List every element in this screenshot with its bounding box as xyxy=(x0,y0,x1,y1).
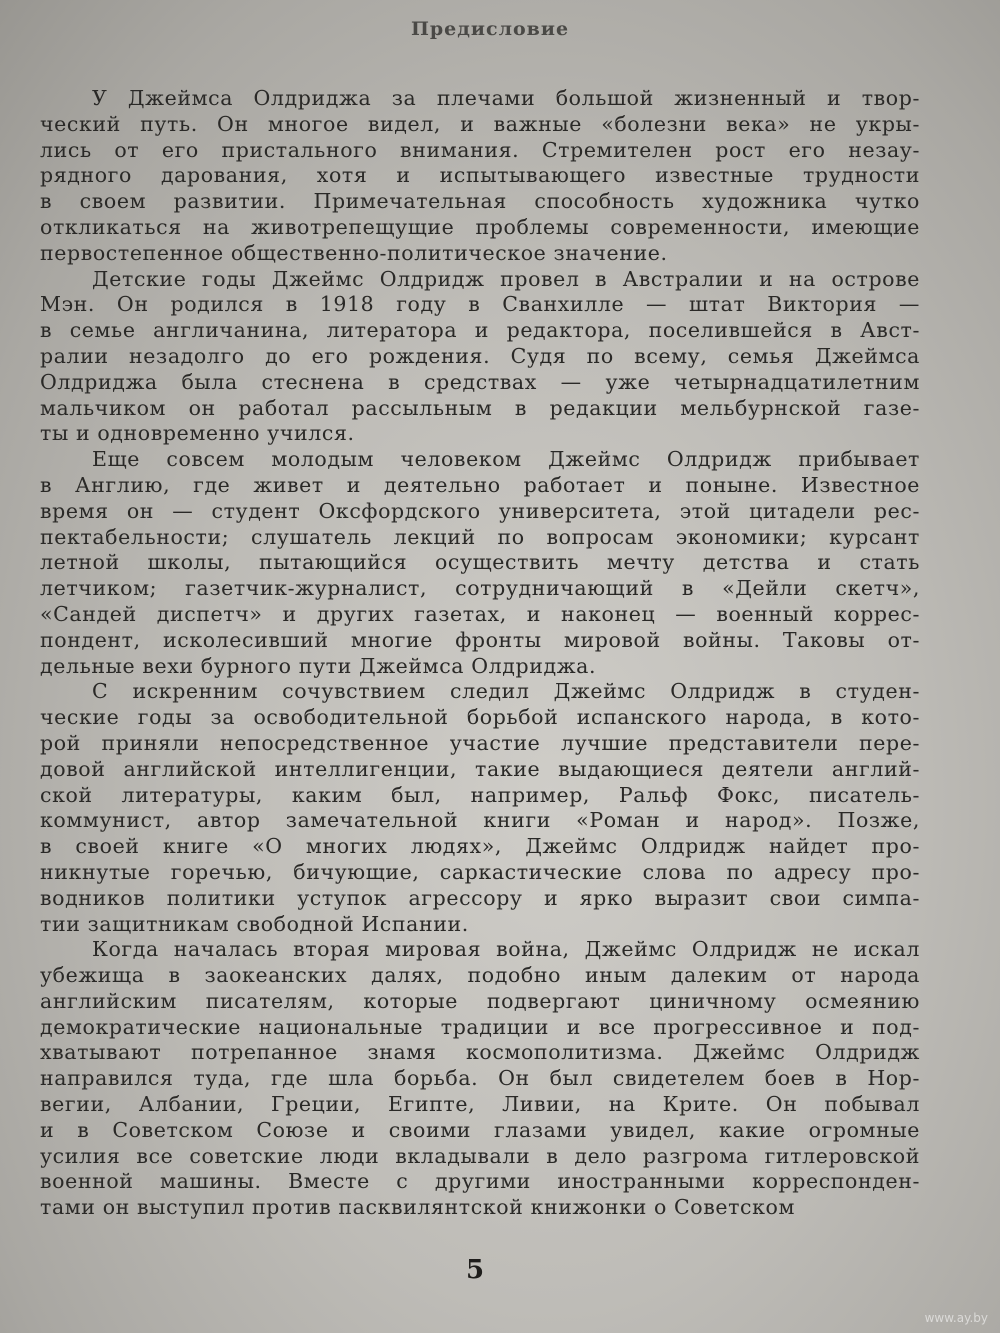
text-line: ралии незадолго до его рождения. Судя по всему, семья Джеймса xyxy=(40,343,920,368)
text-line: Мэн. Он родился в 1918 году в Сванхилле — штат Виктория — xyxy=(40,292,920,317)
paragraph xyxy=(40,447,920,679)
text-line: убежища в заокеанских далях, подобно иным далеким от народа xyxy=(40,963,920,988)
text-line: лись от его пристального внимания. Стремителен рост его незау- xyxy=(40,137,920,162)
paragraph xyxy=(40,679,920,937)
text-line: никнутые горечью, бичующие, саркастические слова по адресу про- xyxy=(40,859,920,884)
text-line: летчиком; газетчик-журналист, сотрудничающий в «Дейли скетч», xyxy=(40,576,920,601)
text-line: откликаться на животрепещущие проблемы современности, имеющие xyxy=(40,214,920,239)
page-heading: Предисловие xyxy=(410,18,570,40)
site-watermark: www.ay.by xyxy=(924,1311,988,1325)
paragraph xyxy=(40,86,920,267)
text-line: в своей книге «О многих людях», Джеймс Олдридж найдет про- xyxy=(40,834,920,859)
text-line: Когда началась вторая мировая война, Джеймс Олдридж не искал xyxy=(92,937,920,962)
text-line: тами он выступил против пасквилянтской книжонки о Советском xyxy=(40,1195,796,1220)
text-line: довой английской интеллигенции, такие выдающиеся деятели англий- xyxy=(40,756,920,781)
text-line: мальчиком он работал рассыльным в редакции мельбурнской газе- xyxy=(40,395,920,420)
text-line: пондент, исколесивший многие фронты мировой войны. Таковы от- xyxy=(40,627,920,652)
text-line: тии защитникам свободной Испании. xyxy=(40,911,469,936)
text-line: ческие годы за освободительной борьбой испанского народа, в кото- xyxy=(40,705,920,730)
text-line: демократические национальные традиции и все прогрессивное и под- xyxy=(40,1014,920,1039)
text-line: и в Советском Союзе и своими глазами увидел, какие огромные xyxy=(40,1117,920,1142)
text-line: время он — студент Оксфордского университета, этой цитадели рес- xyxy=(40,498,920,523)
text-line: в своем развитии. Примечательная способность художника чутко xyxy=(40,189,920,214)
body-text xyxy=(40,86,920,1221)
text-line: водников политики уступок агрессору и ярко выразит свои симпа- xyxy=(40,885,920,910)
text-line: усилия все советские люди вкладывали в дело разгрома гитлеровской xyxy=(40,1143,920,1168)
text-line: ческий путь. Он многое видел, и важные «болезни века» не укры- xyxy=(40,111,920,136)
text-line: летной школы, пытающийся осуществить мечту детства и стать xyxy=(40,550,920,575)
text-line: коммунист, автор замечательной книги «Роман и народ». Позже, xyxy=(40,808,920,833)
text-line: Олдриджа была стеснена в средствах — уже четырнадцатилетним xyxy=(40,369,920,394)
text-line: Еще совсем молодым человеком Джеймс Олдридж прибывает xyxy=(92,447,920,472)
text-line: в Англию, где живет и деятельно работает и поныне. Известное xyxy=(40,472,920,497)
text-line: У Джеймса Олдриджа за плечами большой жизненный и твор- xyxy=(92,86,920,110)
text-line: направился туда, где шла борьба. Он был свидетелем боев в Нор- xyxy=(40,1066,920,1091)
text-line: хватывают потрепанное знамя космополитизма. Джеймс Олдридж xyxy=(40,1040,920,1065)
text-line: С искренним сочувствием следил Джеймс Олдридж в студен- xyxy=(92,679,920,704)
paragraph xyxy=(40,937,920,1221)
text-line: дельные вехи бурного пути Джеймса Олдриджа. xyxy=(40,653,597,678)
text-line: ты и одновременно учился. xyxy=(40,421,355,446)
text-line: военной машины. Вместе с другими иностранными корреспонден- xyxy=(40,1169,920,1194)
text-line: рядного дарования, хотя и испытывающего известные трудности xyxy=(40,163,920,188)
page-number: 5 xyxy=(465,1255,485,1285)
text-line: первостепенное общественно-политическое значение. xyxy=(40,240,668,265)
text-line: английским писателям, которые подвергают циничному осмеянию xyxy=(40,988,920,1013)
text-line: пектабельности; слушатель лекций по вопросам экономики; курсант xyxy=(40,524,920,549)
text-line: ской литературы, каким был, например, Ральф Фокс, писатель- xyxy=(40,782,920,807)
text-line: «Сандей диспетч» и других газетах, и наконец — военный коррес- xyxy=(40,601,920,626)
text-line: вегии, Албании, Греции, Египте, Ливии, на Крите. Он побывал xyxy=(40,1092,920,1117)
text-line: Детские годы Джеймс Олдридж провел в Австралии и на острове xyxy=(92,266,920,291)
text-line: в семье англичанина, литератора и редактора, поселившейся в Авст- xyxy=(40,318,920,343)
paragraph xyxy=(40,267,920,448)
text-line: рой приняли непосредственное участие лучшие представители пере- xyxy=(40,730,920,755)
